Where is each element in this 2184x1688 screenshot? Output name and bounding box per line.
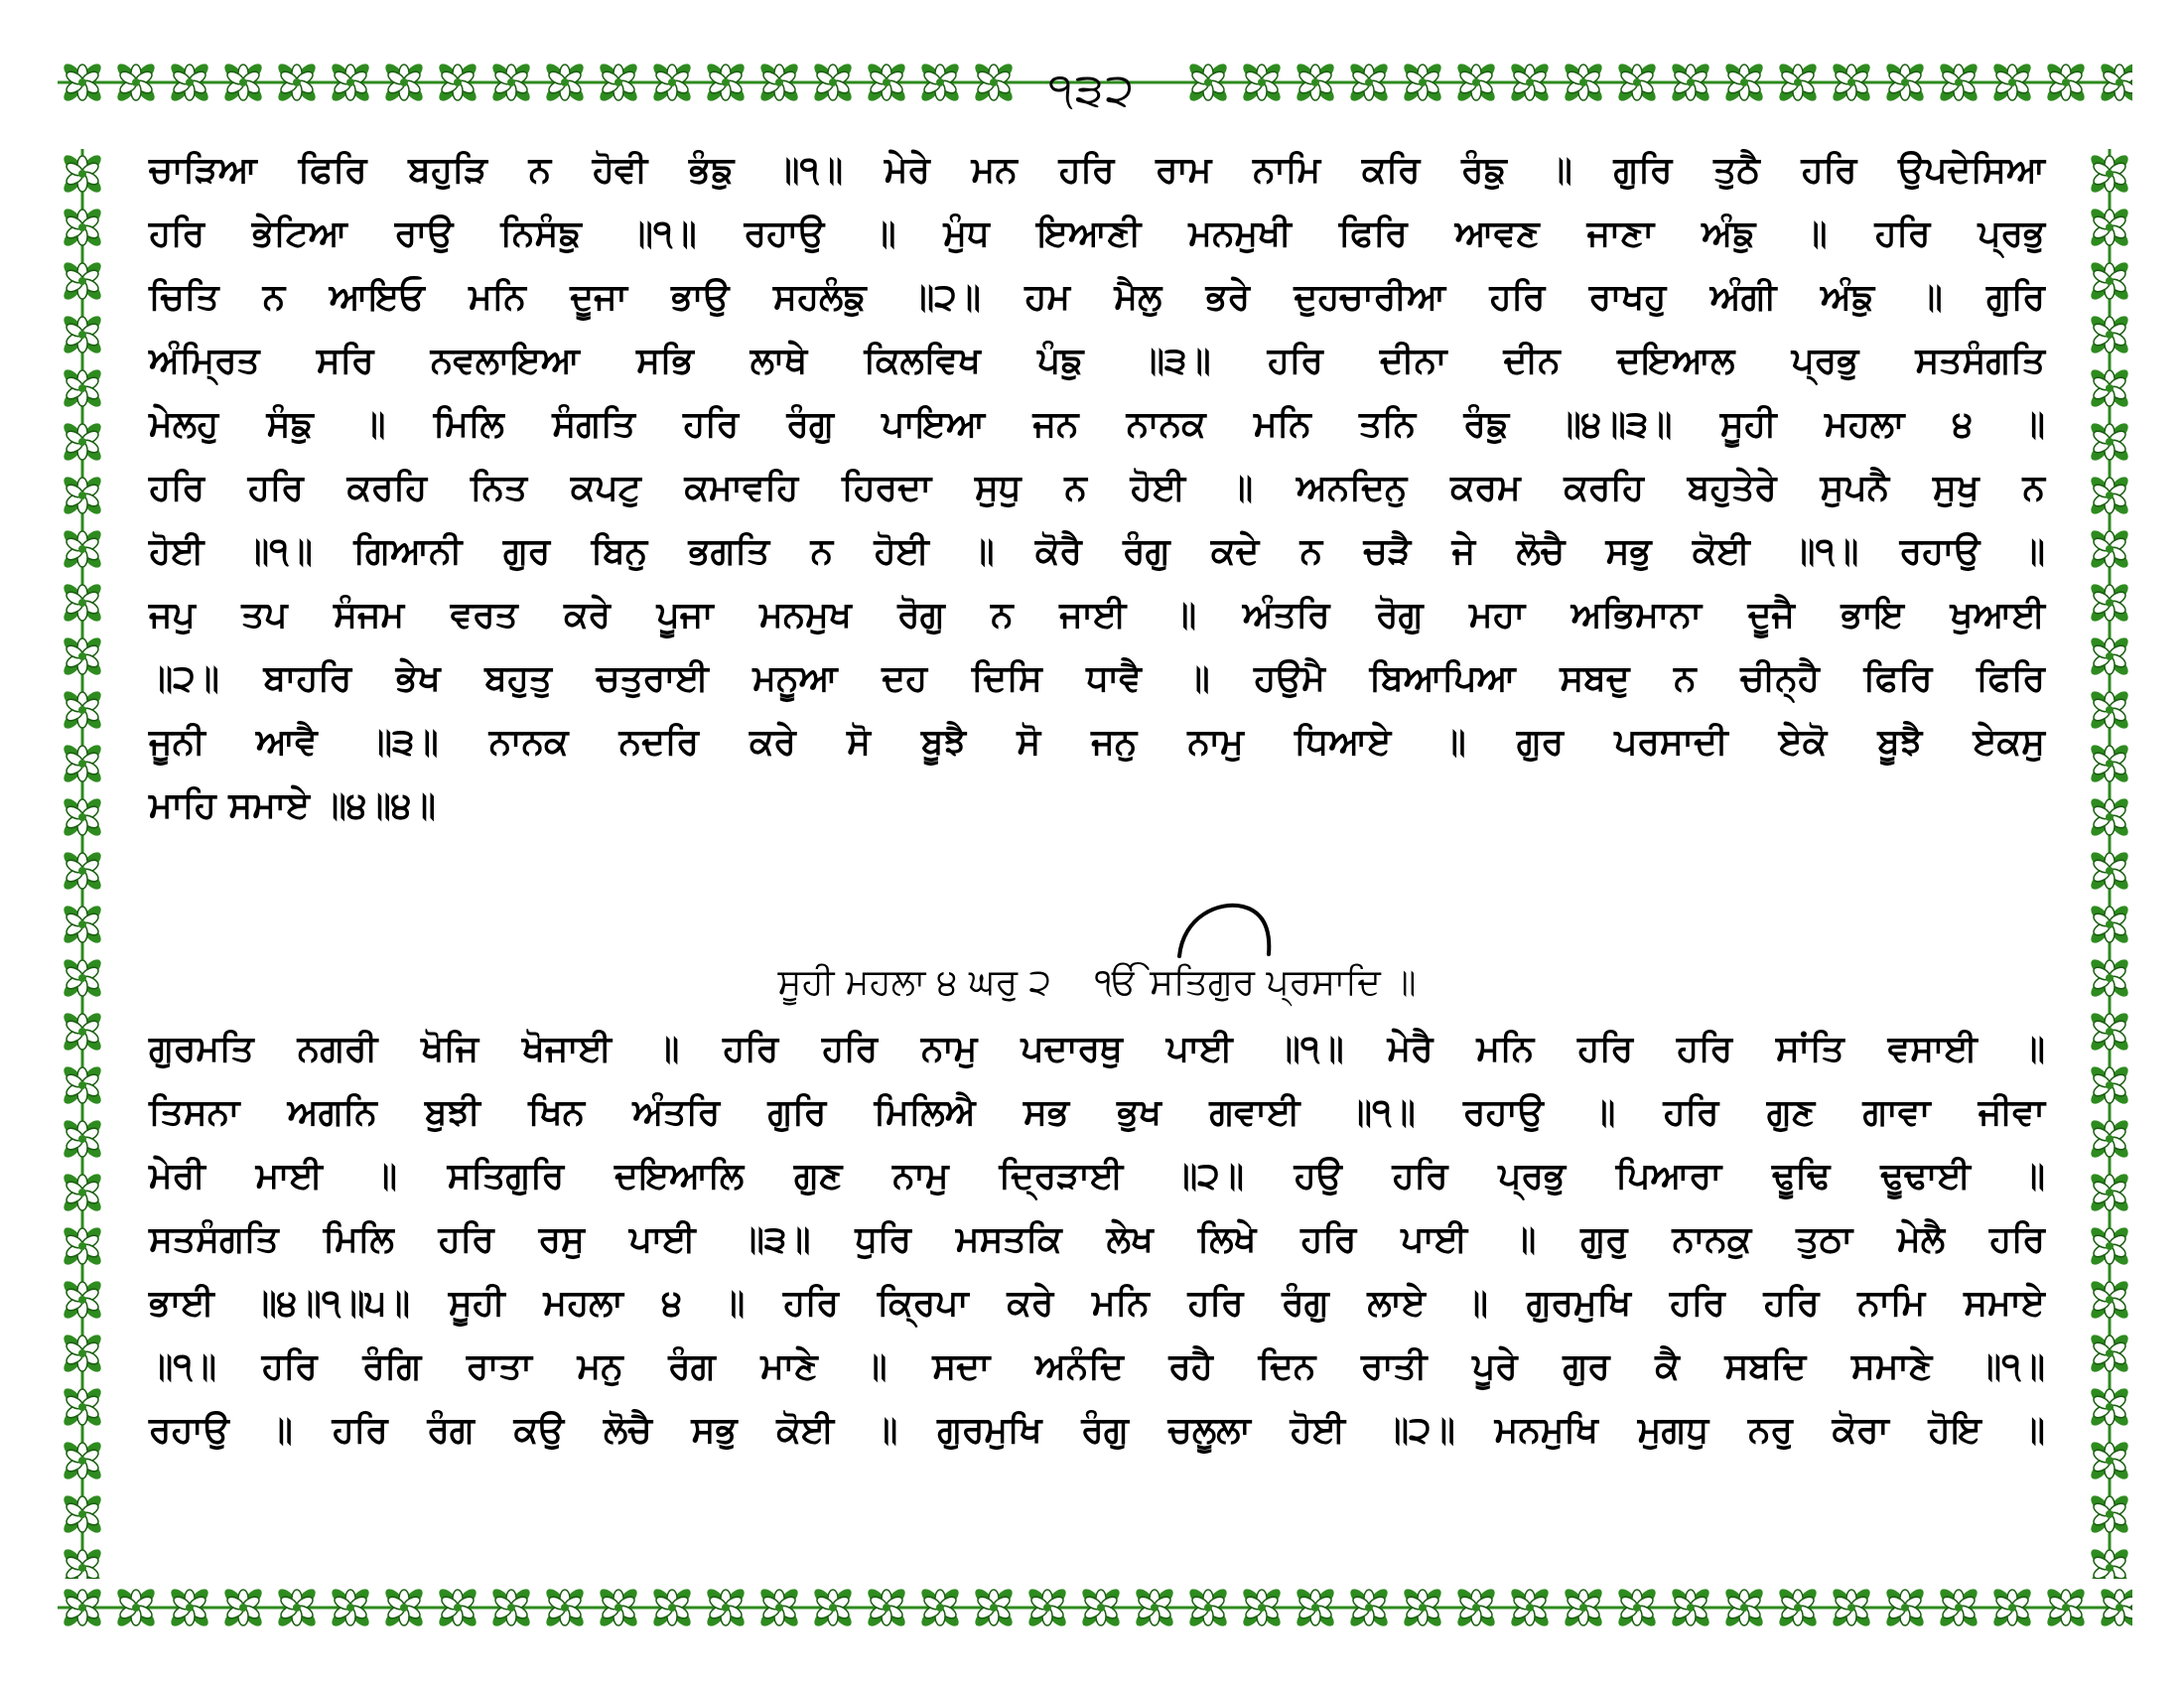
flower-icon	[61, 1439, 104, 1482]
flower-icon	[61, 1224, 104, 1268]
text-line: ਜਪੁ ਤਪ ਸੰਜਮ ਵਰਤ ਕਰੇ ਪੂਜਾ ਮਨਮੁਖ ਰੋਗੁ ਨ ਜਾਈ ॥ ਅੰਤਰਿ ਰੋਗੁ ਮਹਾ ਅਭਿਮਾਨਾ ਦੂਜੈ ਭਾਇ ਖੁਆਈ	[149, 595, 2045, 635]
flower-icon	[61, 742, 104, 785]
flower-icon	[61, 1010, 104, 1054]
flower-icon	[61, 634, 104, 678]
text-line: ਹਰਿ ਹਰਿ ਕਰਹਿ ਨਿਤ ਕਪਟੁ ਕਮਾਵਹਿ ਹਿਰਦਾ ਸੁਧੁ ਨ ਹੋਈ ॥ ਅਨਦਿਨੁ ਕਰਮ ਕਰਹਿ ਬਹੁਤੇਰੇ ਸੁਪਨੈ ਸੁਖੁ ਨ	[149, 468, 2045, 508]
flower-icon	[61, 206, 104, 249]
text-line: ॥੨॥ ਬਾਹਰਿ ਭੇਖ ਬਹੁਤੁ ਚਤੁਰਾਈ ਮਨੂਆ ਦਹ ਦਿਸਿ ਧਾਵੈ ॥ ਹਉਮੈ ਬਿਆਪਿਆ ਸਬਦੁ ਨ ਚੀਨ੍ਹੈ ਫਿਰਿ ਫਿਰਿ	[149, 658, 2045, 699]
flower-icon	[61, 366, 104, 410]
flower-icon	[2088, 366, 2131, 410]
flower-icon	[2088, 1010, 2131, 1054]
text-line: ਮਾਹਿ ਸਮਾਏ ॥੪॥੪॥	[149, 785, 436, 826]
flower-icon	[61, 795, 104, 839]
flower-icon	[61, 474, 104, 517]
text-line: ਤਿਸਨਾ ਅਗਨਿ ਬੁਝੀ ਖਿਨ ਅੰਤਰਿ ਗੁਰਿ ਮਿਲਿਐ ਸਭ ਭੁਖ ਗਵਾਈ ॥੧॥ ਰਹਾਉ ॥ ਹਰਿ ਗੁਣ ਗਾਵਾ ਜੀਵਾ	[149, 1092, 2045, 1133]
passage-text	[149, 139, 2045, 838]
flower-icon	[2088, 1063, 2131, 1107]
text-line: ਸਤਸੰਗਤਿ ਮਿਲਿ ਹਰਿ ਰਸੁ ਪਾਈ ॥੩॥ ਧੁਰਿ ਮਸਤਕਿ ਲੇਖ ਲਿਖੇ ਹਰਿ ਪਾਈ ॥ ਗੁਰੁ ਨਾਨਕੁ ਤੁਠਾ ਮੇਲੈ ਹਰਿ	[149, 1219, 2045, 1260]
flower-icon	[2088, 206, 2131, 249]
flower-icon	[61, 903, 104, 946]
floral-border-bottom	[58, 1583, 2132, 1632]
text-line: ਮੇਰੀ ਮਾਈ ॥ ਸਤਿਗੁਰਿ ਦਇਆਲਿ ਗੁਣ ਨਾਮੁ ਦ੍ਰਿੜਾਈ ॥੨॥ ਹਉ ਹਰਿ ਪ੍ਰਭੁ ਪਿਆਰਾ ਢੂਢਿ ਢੂਢਾਈ ॥	[149, 1156, 2045, 1196]
section-heading	[149, 951, 2045, 1015]
flower-icon	[2088, 634, 2131, 678]
flower-icon	[61, 1171, 104, 1214]
flower-icon	[61, 1117, 104, 1161]
flower-icon	[2088, 795, 2131, 839]
text-line: ਭਾਈ ॥੪॥੧॥੫॥ ਸੂਹੀ ਮਹਲਾ ੪ ॥ ਹਰਿ ਕ੍ਰਿਪਾ ਕਰੇ ਮਨਿ ਹਰਿ ਰੰਗੁ ਲਾਏ ॥ ਗੁਰਮੁਖਿ ਹਰਿ ਹਰਿ ਨਾਮਿ ਸਮਾਏ	[149, 1283, 2045, 1324]
flower-icon	[61, 688, 104, 732]
floral-border-left	[58, 149, 107, 1579]
flower-icon	[2088, 152, 2131, 196]
flower-icon	[2088, 581, 2131, 625]
flower-icon	[61, 1278, 104, 1322]
page-number: ੧੩੨	[1047, 63, 1137, 116]
flower-icon	[61, 849, 104, 893]
text-line: ਚਾੜਿਆ ਫਿਰਿ ਬਹੁੜਿ ਨ ਹੋਵੀ ਭੰਙੁ ॥੧॥ ਮੇਰੇ ਮਨ ਹਰਿ ਰਾਮ ਨਾਮਿ ਕਰਿ ਰੰਙੁ ॥ ਗੁਰਿ ਤੁਠੈ ਹਰਿ ਉਪਦੇਸਿਆ	[149, 150, 2045, 191]
flower-icon	[61, 1385, 104, 1429]
flower-icon	[61, 1063, 104, 1107]
flower-icon	[2088, 956, 2131, 1000]
flower-icon	[61, 581, 104, 625]
flower-icon	[2088, 1546, 2131, 1579]
flower-icon	[61, 956, 104, 1000]
flower-icon	[2088, 259, 2131, 303]
floral-border-right	[2085, 149, 2134, 1579]
flower-icon	[2088, 313, 2131, 356]
flower-icon	[2088, 742, 2131, 785]
flower-icon	[2088, 1385, 2131, 1429]
flower-icon	[61, 152, 104, 196]
onkar-flourish-icon	[1171, 899, 1291, 958]
flower-icon	[2088, 420, 2131, 464]
text-line: ਹਰਿ ਭੇਟਿਆ ਰਾਉ ਨਿਸੰਙੁ ॥੧॥ ਰਹਾਉ ॥ ਮੁੰਧ ਇਆਣੀ ਮਨਮੁਖੀ ਫਿਰਿ ਆਵਣ ਜਾਣਾ ਅੰਙੁ ॥ ਹਰਿ ਪ੍ਰਭੁ	[149, 213, 2045, 254]
flower-icon	[61, 527, 104, 571]
flower-icon	[2088, 1171, 2131, 1214]
text-line: ॥੧॥ ਹਰਿ ਰੰਗਿ ਰਾਤਾ ਮਨੁ ਰੰਗ ਮਾਣੇ ॥ ਸਦਾ ਅਨੰਦਿ ਰਹੈ ਦਿਨ ਰਾਤੀ ਪੂਰੇ ਗੁਰ ਕੈ ਸਬਦਿ ਸਮਾਣੇ ॥੧॥	[149, 1346, 2045, 1387]
flower-icon	[2088, 1439, 2131, 1482]
text-line: ਮੇਲਹੁ ਸੰਙੁ ॥ ਮਿਲਿ ਸੰਗਤਿ ਹਰਿ ਰੰਗੁ ਪਾਇਆ ਜਨ ਨਾਨਕ ਮਨਿ ਤਨਿ ਰੰਙੁ ॥੪॥੩॥ ਸੂਹੀ ਮਹਲਾ ੪ ॥	[149, 404, 2045, 445]
flower-icon	[2088, 903, 2131, 946]
flower-icon	[61, 1492, 104, 1536]
text-line: ਹੋਈ ॥੧॥ ਗਿਆਨੀ ਗੁਰ ਬਿਨੁ ਭਗਤਿ ਨ ਹੋਈ ॥ ਕੋਰੈ ਰੰਗੁ ਕਦੇ ਨ ਚੜੈ ਜੇ ਲੋਚੈ ਸਭੁ ਕੋਈ ॥੧॥ ਰਹਾਉ ॥	[149, 531, 2045, 572]
flower-icon	[2088, 1224, 2131, 1268]
flower-icon	[2088, 688, 2131, 732]
text-line: ਗੁਰਮਤਿ ਨਗਰੀ ਖੋਜਿ ਖੋਜਾਈ ॥ ਹਰਿ ਹਰਿ ਨਾਮੁ ਪਦਾਰਥੁ ਪਾਈ ॥੧॥ ਮੇਰੈ ਮਨਿ ਹਰਿ ਹਰਿ ਸਾਂਤਿ ਵਸਾਈ ॥	[149, 1029, 2045, 1069]
flower-icon	[2088, 474, 2131, 517]
text-line: ਜੂਨੀ ਆਵੈ ॥੩॥ ਨਾਨਕ ਨਦਰਿ ਕਰੇ ਸੋ ਬੂਝੈ ਸੋ ਜਨੁ ਨਾਮੁ ਧਿਆਏ ॥ ਗੁਰ ਪਰਸਾਦੀ ਏਕੋ ਬੂਝੈ ਏਕਸੁ	[149, 722, 2045, 763]
flower-icon	[61, 1332, 104, 1375]
flower-icon	[2088, 1278, 2131, 1322]
flower-icon	[2088, 1492, 2131, 1536]
flower-icon	[61, 259, 104, 303]
flower-icon	[2088, 1332, 2131, 1375]
flower-icon	[61, 420, 104, 464]
text-line: ਚਿਤਿ ਨ ਆਇਓ ਮਨਿ ਦੂਜਾ ਭਾਉ ਸਹਲੰਙੁ ॥੨॥ ਹਮ ਮੈਲੁ ਭਰੇ ਦੁਹਚਾਰੀਆ ਹਰਿ ਰਾਖਹੁ ਅੰਗੀ ਅੰਙੁ ॥ ਗੁਰਿ	[149, 277, 2045, 318]
flower-icon	[2088, 849, 2131, 893]
flower-icon	[2088, 1117, 2131, 1161]
flower-icon	[61, 1546, 104, 1579]
raag-heading: ਸੂਹੀ ਮਹਲਾ ੪ ਘਰੁ ੨	[777, 962, 1051, 1003]
shabad-text	[149, 1018, 2045, 1463]
mool-mantar-invocation: ੴ ਸਤਿਗੁਰ ਪ੍ਰਸਾਦਿ ॥	[1094, 962, 1417, 1003]
text-line: ਰਹਾਉ ॥ ਹਰਿ ਰੰਗ ਕਉ ਲੋਚੈ ਸਭੁ ਕੋਈ ॥ ਗੁਰਮੁਖਿ ਰੰਗੁ ਚਲੂਲਾ ਹੋਈ ॥੨॥ ਮਨਮੁਖਿ ਮੁਗਧੁ ਨਰੁ ਕੋਰਾ ਹੋਇ ॥	[149, 1410, 2045, 1451]
flower-icon	[2088, 527, 2131, 571]
flower-icon	[61, 313, 104, 356]
text-line: ਅੰਮ੍ਰਿਤ ਸਰਿ ਨਵਲਾਇਆ ਸਭਿ ਲਾਥੇ ਕਿਲਵਿਖ ਪੰਙੁ ॥੩॥ ਹਰਿ ਦੀਨਾ ਦੀਨ ਦਇਆਲ ਪ੍ਰਭੁ ਸਤਸੰਗਤਿ	[149, 341, 2045, 381]
